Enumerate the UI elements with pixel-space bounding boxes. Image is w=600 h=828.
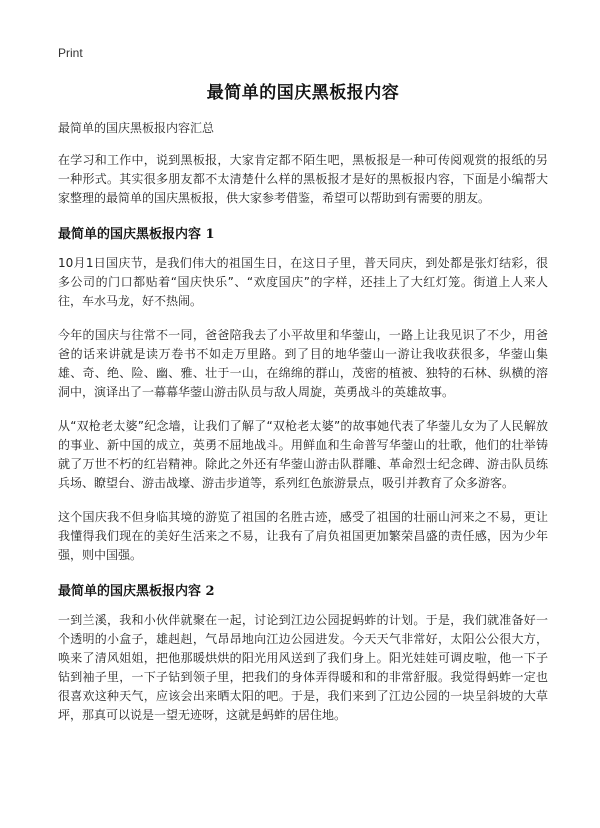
paragraph: 从“双枪老太婆”纪念墙，让我们了解了“双枪老太婆”的故事她代表了华蓥儿女为了人民解放的事业、新中国的成立，英勇不屈地战斗。用鲜血和生命普写华蓥山的壮歌，他们的壮举铸就了万世不朽的红岩精神。除此之外还有华蓥山游击队群雕、革命烈士纪念碑、游击队员练兵场、瞭望台、游击战壕、游击步道等，系列红色旅游景点，吸引并教育了众多游客。 xyxy=(58,419,548,490)
paragraph: 10月1日国庆节，是我们伟大的祖国生日，在这日子里，普天同庆，到处都是张灯结彩，很多公司的门口都贴着“国庆快乐”、“欢度国庆”的字样，还挂上了大红灯笼。街道上人来人往，车水马龙，好不热闹。 xyxy=(58,256,548,308)
intro-paragraph: 在学习和工作中，说到黑板报，大家肯定都不陌生吧，黑板报是一种可传阅观赏的报纸的另一种形式。其实很多朋友都不太清楚什么样的黑板报才是好的黑板报内容，下面是小编帮大家整理的最简单的国庆黑板报，供大家参考借鉴，希望可以帮助到有需要的朋友。 xyxy=(58,153,548,205)
paragraph: 这个国庆我不但身临其境的游览了祖国的名胜古迹，感受了祖国的壮丽山河来之不易，更让我懂得我们现在的美好生活来之不易，让我有了肩负祖国更加繁荣昌盛的责任感，因为少年强，则中国强。 xyxy=(58,510,548,562)
paragraph: 一到兰溪，我和小伙伴就聚在一起，讨论到江边公园捉蚂蚱的计划。于是，我们就准备好一个透明的小盒子，雄赳赳，气昂昂地向江边公园进发。今天天气非常好，太阳公公很大方，唤来了清风姐姐，把他那暖烘烘的阳光用风送到了我们身上。阳光娃娃可调皮啦，他一下子钻到袖子里，一下子钻到领子里，把我们的身体弄得暖和和的非常舒服。我觉得蚂蚱一定也很喜欢这种天气，应该会出来晒太阳的吧。于是，我们来到了江边公园的一块呈斜坡的大草坪，那真可以说是一望无迹呀，这就是蚂蚱的居住地。 xyxy=(58,613,548,722)
page-title: 最简单的国庆黑板报内容 xyxy=(206,83,400,103)
article-subtitle: 最简单的国庆黑板报内容汇总 xyxy=(58,121,215,135)
section-heading: 最简单的国庆黑板报内容 2 xyxy=(58,584,215,599)
article xyxy=(58,78,548,740)
section-heading: 最简单的国庆黑板报内容 1 xyxy=(58,227,215,242)
print-link[interactable]: Print xyxy=(58,46,83,60)
paragraph: 今年的国庆与往常不一同，爸爸陪我去了小平故里和华蓥山，一路上让我见识了不少，用爸爸的话来讲就是读万卷书不如走万里路。到了目的地华蓥山一游让我收获很多，华蓥山集雄、奇、绝、险、幽、雅、壮于一山，在绵绵的群山，茂密的植被、独特的石林、纵横的溶洞中，演译出了一幕幕华蓥山游击队员与敌人周旋，英勇战斗的英雄故事。 xyxy=(58,328,548,399)
